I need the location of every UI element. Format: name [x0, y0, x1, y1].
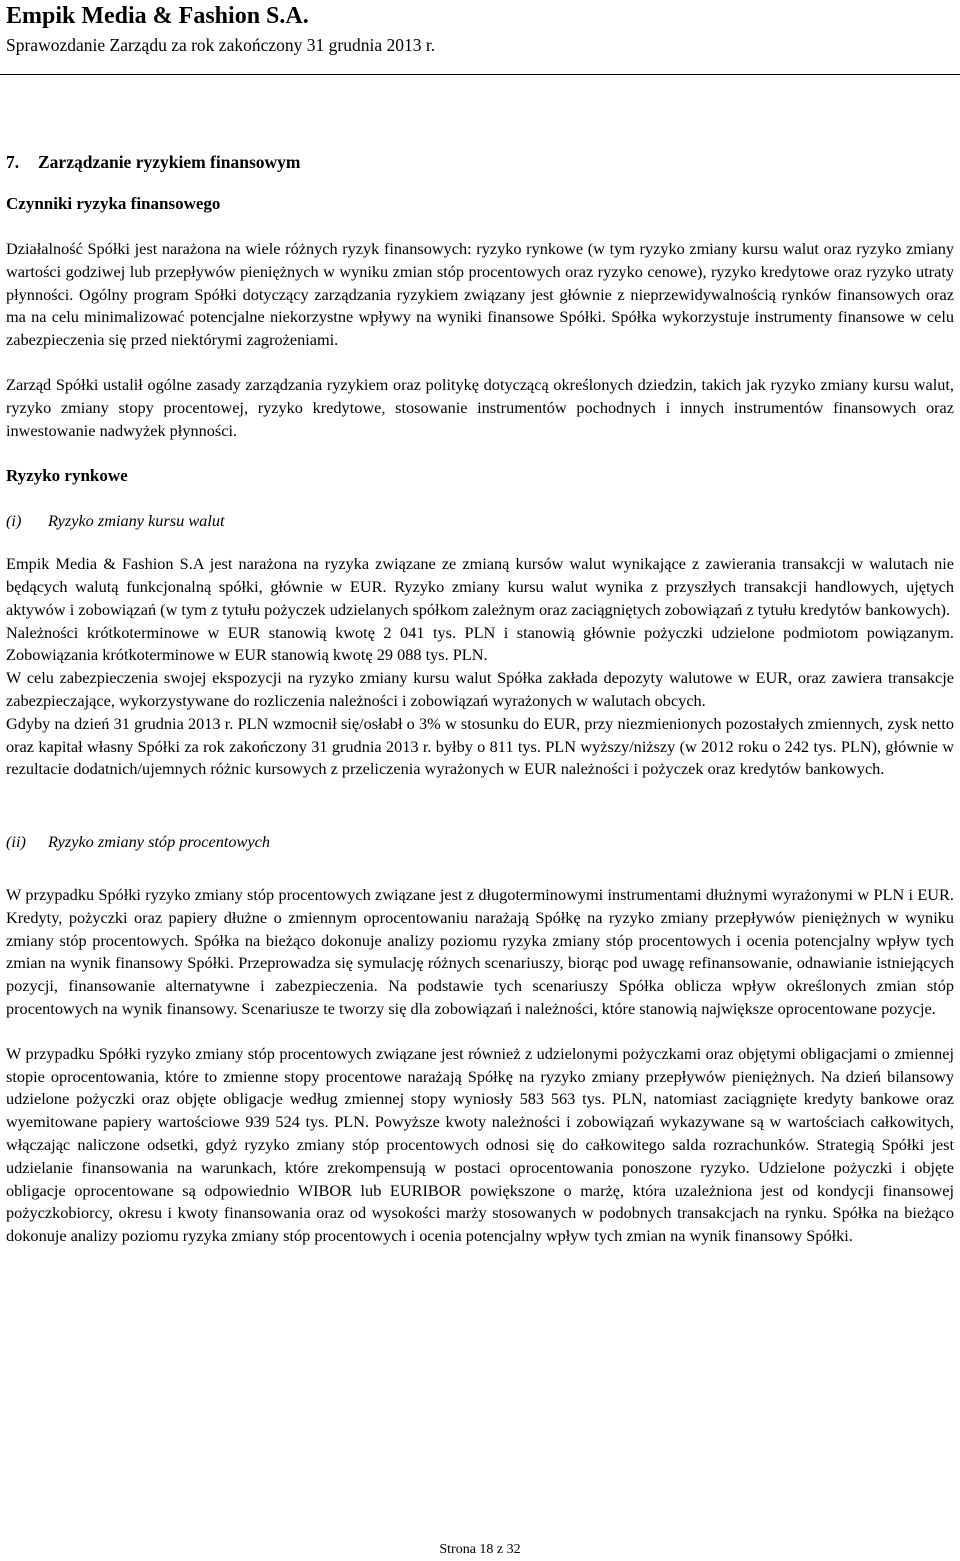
- paragraph-fx-4: Gdyby na dzień 31 grudnia 2013 r. PLN wzmocnił się/osłabł o 3% w stosunku do EUR, przy niezmienionych pozostałych zmiennych, zysk netto oraz kapitał własny Spółki za rok zakończony 31 grudnia 2013 r. byłby o 811 tys. PLN wyższy/niższy (w 2012 roku o 242 tys. PLN), głównie w rezultacie dodatnich/ujemnych różnic kursowych z przeliczenia wyrażonych w EUR należności i pożyczek oraz kredytów bankowych.: [6, 713, 954, 779]
- fx-risk-index: (i): [6, 511, 22, 531]
- document-body: [6, 150, 954, 1248]
- paragraph-fx-2: Należności krótkoterminowe w EUR stanowią kwotę 2 041 tys. PLN i stanowią głównie pożyczki udzielone podmiotom powiązanym. Zobowiązania krótkoterminowe w EUR stanowią kwotę 29 088 tys. PLN.: [6, 622, 954, 665]
- fx-risk-title: Ryzyko zmiany kursu walut: [48, 511, 225, 531]
- interest-risk-title: Ryzyko zmiany stóp procentowych: [48, 832, 271, 852]
- interest-risk-index: (ii): [6, 832, 26, 852]
- company-name: Empik Media & Fashion S.A.: [6, 3, 309, 29]
- section-title: Zarządzanie ryzykiem finansowym: [38, 152, 301, 172]
- page-header: [6, 0, 956, 56]
- paragraph-interest-2: W przypadku Spółki ryzyko zmiany stóp procentowych związane jest również z udzielonymi pożyczkami oraz objętymi obligacjami o zmiennej stopie oprocentowania, które to zmienne stopy procentowe narażają Spółkę na ryzyko zmiany przepływów pieniężnych. Na dzień bilansowy udzielone pożyczki oraz objęte obligacje według zmiennej stopy wyniosły 583 563 tys. PLN, natomiast zaciągnięte kredyty bankowe oraz wyemitowane papiery wartościowe 939 524 tys. PLN. Powyższe kwoty należności i zobowiązań wykazywane są w wartościach całkowitych, włączając naliczone odsetki, gdyż ryzyko zmiany stóp procentowych odnosi się do całkowitego salda rozrachunków. Strategią Spółki jest udzielanie finansowania na warunkach, które zrekompensują w postaci oprocentowania ponoszone ryzyko. Udzielone pożyczki i objęte obligacje oprocentowane są odpowiednio WIBOR lub EURIBOR powiększone o marżę, która uzależniona jest od kondycji finansowej pożyczkobiorcy, okresu i kwoty finansowania oraz od wysokości marży stosowanych w podobnych transakcjach na rynku. Spółka na bieżąco dokonuje analizy poziomu ryzyka zmiany stóp procentowych i ocenia potencjalny wpływ tych zmian na wynik finansowy Spółki.: [6, 1043, 954, 1246]
- report-title: Sprawozdanie Zarządu za rok zakończony 31 grudnia 2013 r.: [6, 35, 436, 55]
- fx-risk-heading: [6, 510, 954, 533]
- section-number: 7.: [6, 152, 20, 172]
- paragraph-fx-3: W celu zabezpieczenia swojej ekspozycji na ryzyko zmiany kursu walut Spółka zakłada depozyty walutowe w EUR, oraz zawiera transakcje zabezpieczające, wykorzystywane do rozliczenia należności i zobowiązań wyrażonych w walutach obcych.: [6, 668, 954, 710]
- paragraph-intro: Działalność Spółki jest narażona na wiele różnych ryzyk finansowych: ryzyko rynkowe (w tym ryzyko zmiany kursu walut oraz ryzyko zmiany wartości godziwej lub przepływów pieniężnych w wyniku zmian stóp procentowych oraz ryzyko cenowe), ryzyko kredytowe oraz ryzyko utraty płynności. Ogólny program Spółki dotyczący zarządzania ryzykiem związany jest głównie z nieprzewidywalnością rynków finansowych oraz ma na celu minimalizować potencjalne niekorzystne wpływy na wyniki finansowe Spółki. Spółka wykorzystuje instrumenty finansowe w celu zabezpieczenia się przed niektórymi zagrożeniami.: [6, 239, 954, 350]
- page-number: Strona 18 z 32: [439, 1542, 521, 1557]
- paragraph-fx-1: Empik Media & Fashion S.A jest narażona na ryzyka związane ze zmianą kursów walut wynikające z zawierania transakcji w walutach nie będących walutą funkcjonalną spółki, głównie w EUR. Ryzyko zmiany kursu walut wynika z przyszłych transakcji handlowych, ujętych aktywów i zobowiązań (w tym z tytułu pożyczek udzielanych spółkom zależnym oraz zaciągniętych zobowiązań z tytułu kredytów bankowych).: [6, 554, 954, 619]
- subsection-heading: Czynniki ryzyka finansowego: [6, 194, 221, 213]
- section-heading: [6, 150, 954, 174]
- paragraph-policy: Zarząd Spółki ustalił ogólne zasady zarządzania ryzykiem oraz politykę dotyczącą określonych dziedzin, takich jak ryzyko zmiany kursu walut, ryzyko zmiany stopy procentowej, ryzyko kredytowe, stosowanie instrumentów pochodnych i innych instrumentów finansowych oraz inwestowanie nadwyżek płynności.: [6, 374, 954, 440]
- market-risk-heading: Ryzyko rynkowe: [6, 466, 128, 486]
- interest-risk-heading: [6, 831, 954, 854]
- header-divider: [0, 74, 960, 75]
- paragraph-interest-1: W przypadku Spółki ryzyko zmiany stóp procentowych związane jest z długoterminowymi instrumentami dłużnymi wyrażonymi w PLN i EUR. Kredyty, pożyczki oraz papiery dłużne o zmiennym oprocentowaniu narażają Spółkę na ryzyko zmiany przepływów pieniężnych w wyniku zmiany stóp procentowych. Spółka na bieżąco dokonuje analizy poziomu ryzyka zmiany stóp procentowych i ocenia potencjalny wpływ tych zmian na wynik finansowy Spółki. Przeprowadza się symulację różnych scenariuszy, biorąc pod uwagę refinansowanie, odnawianie istniejących pozycji, finansowanie alternatywne i zabezpieczenia. Na podstawie tych scenariuszy Spółka oblicza wpływ określonych zmian stóp procentowych na wynik finansowy. Scenariusze te tworzy się dla zobowiązań i należności, które stanowią największe oprocentowane pozycje.: [6, 884, 954, 1018]
